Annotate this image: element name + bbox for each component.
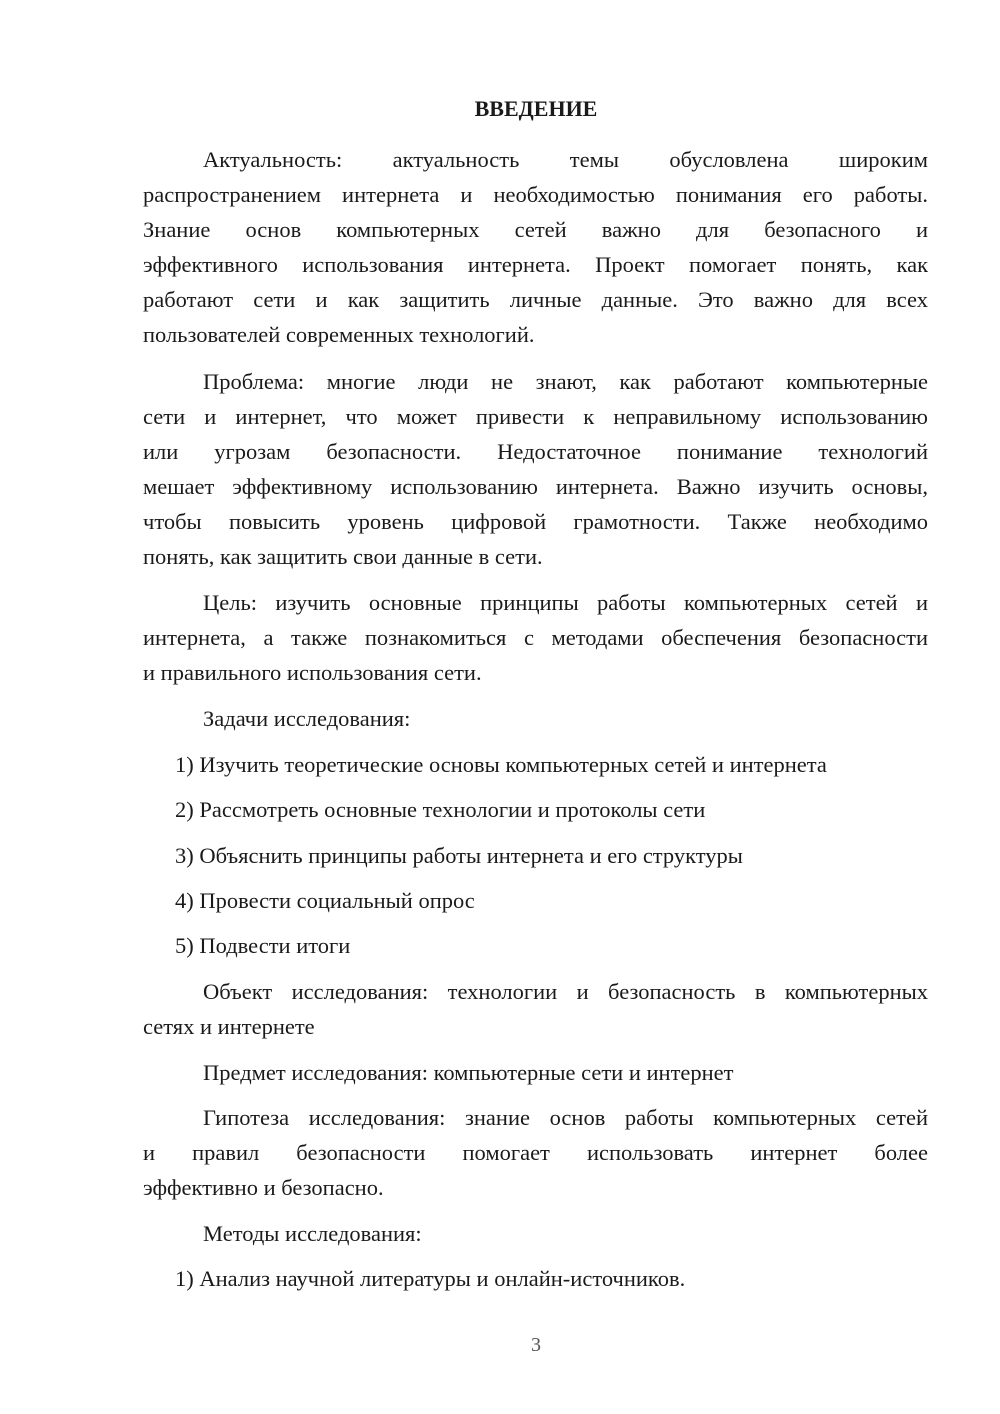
text-line: мешает эффективному использованию интернета. Важно изучить основы, bbox=[143, 474, 928, 499]
tasks-heading bbox=[143, 701, 928, 736]
text-line: понять, как защитить свои данные в сети. bbox=[143, 544, 543, 569]
text-line: и правильного использования сети. bbox=[143, 660, 482, 685]
text-line: Актуальность: актуальность темы обусловлена широким bbox=[203, 147, 928, 172]
text-line: распространением интернета и необходимостью понимания его работы. bbox=[143, 182, 928, 207]
text-line: Задачи исследования: bbox=[203, 706, 411, 731]
page-title: ВВЕДЕНИЕ bbox=[474, 96, 598, 121]
text-line: сети и интернет, что может привести к неправильному использованию bbox=[143, 404, 928, 429]
text-line: Предмет исследования: компьютерные сети и интернет bbox=[203, 1060, 734, 1085]
text-line: пользователей современных технологий. bbox=[143, 322, 535, 347]
text-line: или угрозам безопасности. Недостаточное понимание технологий bbox=[143, 439, 928, 464]
object-paragraph bbox=[143, 974, 928, 1044]
text-line: интернета, а также познакомиться с методами обеспечения безопасности bbox=[143, 625, 928, 650]
methods-heading bbox=[143, 1216, 928, 1251]
text-line: Гипотеза исследования: знание основ работы компьютерных сетей bbox=[203, 1105, 928, 1130]
relevance-paragraph bbox=[143, 142, 928, 352]
text-line: Знание основ компьютерных сетей важно для безопасного и bbox=[143, 217, 928, 242]
tasks-list bbox=[143, 747, 928, 973]
list-item: 1) Анализ научной литературы и онлайн-источников. bbox=[175, 1266, 686, 1291]
methods-list bbox=[143, 1261, 928, 1296]
text-line: чтобы повысить уровень цифровой грамотности. Также необходимо bbox=[143, 509, 928, 534]
list-item: 5) Подвести итоги bbox=[175, 933, 351, 959]
text-line: Методы исследования: bbox=[203, 1221, 422, 1246]
goal-paragraph bbox=[143, 585, 928, 690]
text-line: сетях и интернете bbox=[143, 1014, 315, 1039]
text-line: эффективного использования интернета. Проект помогает понять, как bbox=[143, 252, 928, 277]
text-line: Проблема: многие люди не знают, как работают компьютерные bbox=[203, 369, 928, 394]
text-line: работают сети и как защитить личные данные. Это важно для всех bbox=[143, 287, 928, 312]
list-item: 3) Объяснить принципы работы интернета и его структуры bbox=[175, 842, 743, 868]
text-line: и правил безопасности помогает использовать интернет более bbox=[143, 1140, 928, 1165]
problem-paragraph bbox=[143, 364, 928, 574]
list-item: 2) Рассмотреть основные технологии и протоколы сети bbox=[175, 797, 706, 823]
list-item: 4) Провести социальный опрос bbox=[175, 887, 475, 913]
text-line: эффективно и безопасно. bbox=[143, 1175, 384, 1200]
hypothesis-paragraph bbox=[143, 1100, 928, 1205]
subject-paragraph bbox=[143, 1055, 928, 1090]
text-line: Цель: изучить основные принципы работы компьютерных сетей и bbox=[203, 590, 928, 615]
text-line: Объект исследования: технологии и безопасность в компьютерных bbox=[203, 979, 928, 1004]
list-item: 1) Изучить теоретические основы компьютерных сетей и интернета bbox=[175, 752, 827, 777]
page-number: 3 bbox=[531, 1334, 541, 1356]
